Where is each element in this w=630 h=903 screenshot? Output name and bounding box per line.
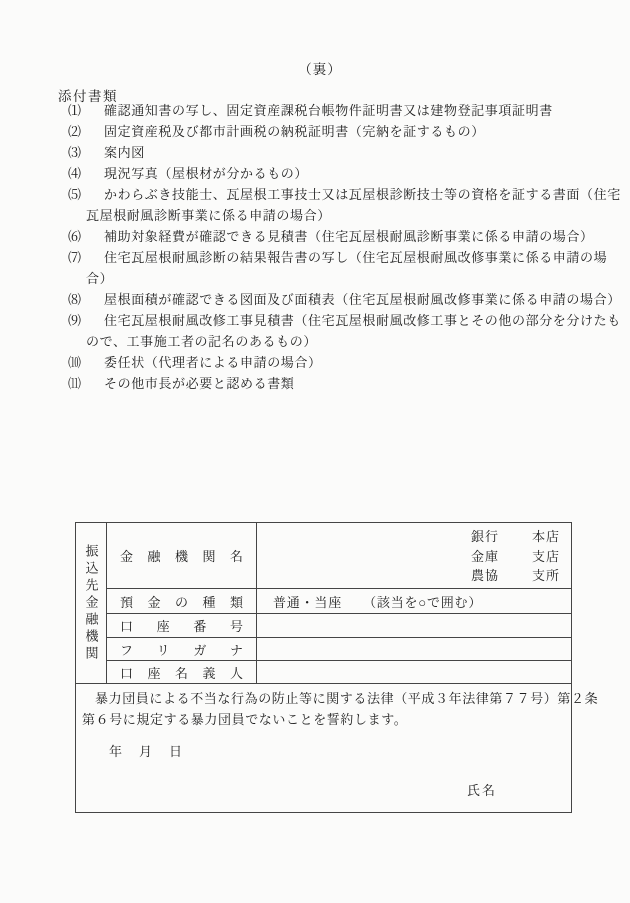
row-account-holder — [107, 661, 571, 683]
bank-type-option-nokyo: 農協 — [470, 568, 499, 583]
attachment-item — [68, 163, 616, 184]
pledge-section — [76, 684, 599, 813]
furigana-label: フ リ ガ ナ — [120, 642, 243, 658]
account-holder-label-cell — [107, 661, 257, 683]
item-number: ⑴ — [68, 103, 82, 118]
institution-name-value-cell — [257, 523, 571, 588]
branch-type-option-office: 支所 — [531, 568, 560, 583]
row-deposit-type — [107, 589, 571, 614]
attachment-item — [68, 352, 616, 373]
item-number: ⑾ — [68, 376, 82, 391]
item-text: かわらぶき技能士、瓦屋根工事技士又は瓦屋根診断技士等の資格を証する書面（住宅 — [104, 187, 621, 202]
account-number-blank-field — [257, 614, 571, 637]
pledge-text-line2: 第６号に規定する暴力団員でないことを誓約します。 — [82, 712, 408, 727]
bank-table-rows — [107, 523, 571, 683]
item-text: 補助対象経費が確認できる見積書（住宅瓦屋根耐風診断事業に係る申請の場合） — [104, 229, 594, 244]
item-text: 固定資産税及び都市計画税の納税証明書（完納を証するもの） — [104, 124, 485, 139]
bank-table-grid — [76, 523, 571, 684]
item-text-continued: ので、工事施工者の記名のあるもの） — [86, 334, 317, 349]
furigana-label-cell — [107, 638, 257, 660]
deposit-type-value: 普通・当座 （該当を○で囲む） — [273, 594, 483, 610]
attachment-item — [68, 121, 616, 142]
item-number: ⑵ — [68, 124, 82, 139]
date-line: 年 月 日 — [109, 744, 185, 759]
attachments-heading: 添付書類 — [58, 89, 118, 104]
account-number-label-cell — [107, 614, 257, 637]
account-holder-blank-field — [257, 661, 571, 683]
bank-type-option-shinkin: 金庫 — [470, 548, 499, 564]
bank-type-options — [471, 527, 499, 586]
account-number-label: 口 座 番 号 — [120, 619, 243, 634]
attachment-item — [68, 289, 621, 310]
attachment-item — [68, 226, 616, 247]
item-text: 住宅瓦屋根耐風改修工事見積書（住宅瓦屋根耐風改修工事とその他の部分を分けたも — [104, 313, 621, 328]
branch-type-options — [532, 527, 560, 586]
bank-type-option-bank: 銀行 — [470, 529, 499, 544]
deposit-type-value-cell — [257, 589, 571, 613]
attachment-item — [68, 247, 616, 289]
item-number: ⑺ — [68, 250, 82, 265]
institution-name-label: 金 融 機 関 名 — [120, 549, 243, 564]
item-text: 住宅瓦屋根耐風診断の結果報告書の写し（住宅瓦屋根耐風改修事業に係る申請の場 — [104, 250, 608, 265]
row-account-number — [107, 614, 571, 638]
deposit-type-label-cell — [107, 589, 257, 613]
attachment-item — [68, 100, 616, 121]
row-furigana — [107, 638, 571, 661]
item-number: ⑼ — [68, 313, 82, 328]
item-number: ⑽ — [68, 355, 82, 370]
item-text: その他市長が必要と認める書類 — [104, 376, 295, 391]
item-text: 屋根面積が確認できる図面及び面積表（住宅瓦屋根耐風改修事業に係る申請の場合） — [104, 292, 621, 307]
bank-table-side-label: 振込先金融機関 — [76, 523, 107, 683]
institution-options — [471, 527, 560, 586]
attachment-list — [68, 100, 621, 394]
item-number: ⑶ — [68, 145, 82, 160]
furigana-blank-field — [257, 638, 571, 660]
pledge-text-line1: 暴力団員による不当な行為の防止等に関する法律（平成３年法律第７７号）第２条 — [95, 691, 599, 706]
item-text: 委任状（代理者による申請の場合） — [104, 355, 322, 370]
item-number: ⑸ — [68, 187, 82, 202]
institution-name-label-cell — [107, 523, 257, 588]
branch-type-option-branch: 支店 — [531, 548, 560, 564]
attachment-item — [68, 142, 616, 163]
account-holder-label: 口 座 名 義 人 — [120, 665, 243, 681]
item-number: ⑷ — [68, 166, 82, 181]
item-text: 現況写真（屋根材が分かるもの） — [104, 166, 309, 181]
attachment-item — [68, 184, 621, 226]
item-number: ⑹ — [68, 229, 82, 244]
branch-type-option-head: 本店 — [531, 529, 560, 544]
item-number: ⑻ — [68, 292, 82, 307]
item-text: 案内図 — [104, 145, 145, 160]
attachment-item — [68, 373, 616, 394]
row-institution-name — [107, 523, 571, 589]
bank-transfer-table — [75, 522, 599, 813]
item-text-continued: 合） — [86, 271, 114, 286]
name-label: 氏名 — [467, 783, 498, 798]
item-text: 確認通知書の写し、固定資産課税台帳物件証明書又は建物登記事項証明書 — [104, 103, 553, 118]
page-side-title: （裏） — [298, 62, 342, 77]
attachment-item — [68, 310, 621, 352]
item-text-continued: 瓦屋根耐風診断事業に係る申請の場合） — [86, 208, 331, 223]
deposit-type-label: 預 金 の 種 類 — [120, 594, 243, 610]
